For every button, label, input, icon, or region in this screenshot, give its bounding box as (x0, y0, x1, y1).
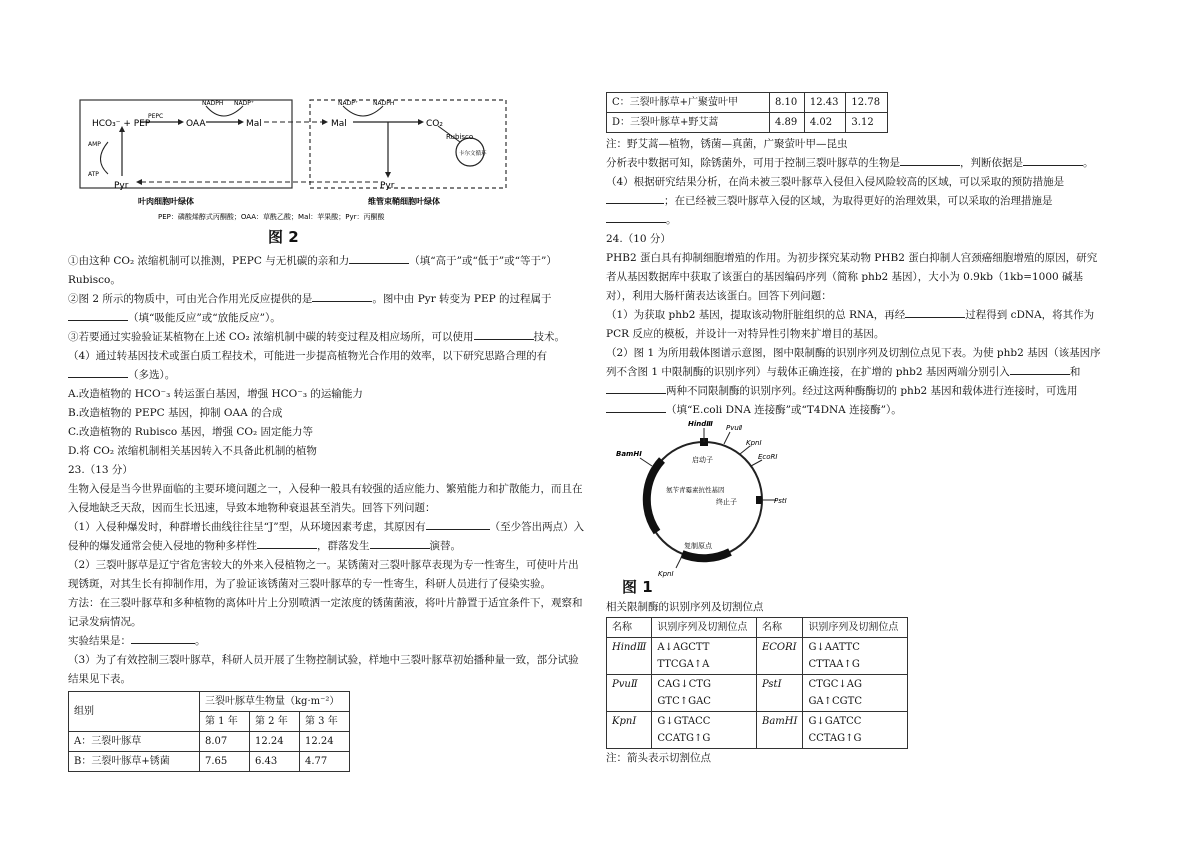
table-header: 第 3 年 (299, 712, 349, 732)
diagram-label: AMP (88, 141, 101, 148)
answer-blank[interactable] (606, 401, 666, 413)
answer-blank[interactable] (1023, 154, 1083, 166)
answer-blank[interactable] (312, 290, 372, 302)
paragraph: PHB2 蛋白具有抑制细胞增殖的作用。为初步探究某动物 PHB2 蛋白抑制人宫颈癌细胞增殖的原因，研究者从基因数据库中获取了该蛋白的基因编码序列（简称 phb2 基因），大小为 0.9kb（1kb=1000 碱基对），利用大肠杆菌表达该蛋白。回答下列问题： (606, 252, 1098, 302)
question-text: （4）根据研究结果分析，在尚未被三裂叶豚草入侵但入侵风险较高的区域，可以采取的预防措施是；在已经被三裂叶豚草入侵的区域，为取得更好的治理效果，可以采取的治理措施是。 (606, 176, 1065, 226)
option-d: D.将 CO₂ 浓缩机制相关基因转入不具备此机制的植物 (68, 445, 317, 457)
site-label: BamHⅠ (616, 450, 642, 458)
diagram-label: Mal (246, 119, 262, 129)
answer-blank[interactable] (606, 382, 666, 394)
figure-1 (612, 420, 812, 598)
diagram-label: Mal (331, 119, 347, 129)
table-row: C：三裂叶豚草+广聚萤叶甲 8.10 12.43 12.78 (607, 93, 888, 113)
question-text: 分析表中数据可知，除锈菌外，可用于控制三裂叶豚草的生物是 ，判断依据是 。 (606, 154, 1106, 173)
answer-blank[interactable] (905, 306, 965, 318)
table-row: B：三裂叶豚草+锈菌 7.65 6.43 4.77 (69, 752, 350, 772)
question-number: 23.（13 分） (68, 464, 133, 476)
answer-blank[interactable] (426, 518, 490, 530)
paragraph: （3）为了有效控制三裂叶豚草，科研人员开展了生物控制试验，样地中三裂叶豚草初始播种量一致，部分试验结果见下表。 (68, 654, 579, 685)
region-label: 复制原点 (684, 542, 712, 550)
figure-1-title: 图 1 (622, 578, 653, 596)
diagram-label: NADP⁺ (338, 100, 358, 107)
plasmid-map (612, 420, 812, 580)
diagram-label: OAA (186, 119, 206, 129)
question-text: 实验结果是： 。 (68, 632, 588, 651)
question-number: 24.（10 分） (606, 233, 671, 245)
diagram-label: ATP (88, 171, 99, 178)
site-label: PstⅠ (774, 497, 787, 505)
table-header: 识别序列及切割位点 (652, 618, 757, 638)
answer-blank[interactable] (1010, 363, 1070, 375)
diagram-legend: PEP：磷酸烯醇式丙酮酸；OAA：草酰乙酸；Mal：苹果酸；Pyr：丙酮酸 (158, 213, 385, 221)
region-label: 启动子 (692, 456, 713, 464)
table-row: D：三裂叶豚草+野艾蒿 4.89 4.02 3.12 (607, 113, 888, 133)
question-text: （填“吸能反应”或“放能反应”）。 (68, 309, 588, 328)
answer-blank[interactable] (257, 537, 317, 549)
site-label: PvuⅡ (726, 424, 743, 432)
site-label: KpnⅠ (658, 570, 674, 578)
region-label: 终止子 (716, 498, 737, 506)
diagram-label: Rubisco (446, 133, 474, 141)
answer-blank[interactable] (370, 537, 430, 549)
diagram-label: 维管束鞘细胞叶绿体 (368, 197, 440, 206)
answer-blank[interactable] (900, 154, 960, 166)
diagram-label: PEPC (148, 113, 164, 120)
table-row: PvuⅡ CAG↓CTG GTC↑GAC PstⅠ CTGC↓AG GA↑CGTC (607, 675, 908, 712)
answer-blank[interactable] (68, 309, 128, 321)
site-label: HindⅢ (688, 420, 713, 428)
table-row: KpnⅠ G↓GTACC CCATG↑G BamHⅠ G↓GATCC CCTAG↑G (607, 712, 908, 749)
diagram-label: Pyr (380, 181, 395, 191)
option-c: C.改造植物的 Rubisco 基因，增强 CO₂ 固定能力等 (68, 426, 314, 438)
answer-blank[interactable] (474, 328, 534, 340)
table-header: 名称 (607, 618, 652, 638)
table-header: 组别 (69, 692, 200, 732)
answer-blank[interactable] (131, 632, 195, 644)
table-caption: 相关限制酶的识别序列及切割位点 (606, 601, 764, 613)
diagram-label: HCO₃⁻ + PEP (92, 119, 151, 129)
right-column (606, 92, 1106, 768)
answer-blank[interactable] (606, 192, 664, 204)
question-text: （1）入侵种爆发时，种群增长曲线往往呈“J”型，从环境因素考虑，其原因有 （至少答出两点）入侵种的爆发通常会使入侵地的物种多样性 ，群落发生 演替。 (68, 518, 588, 556)
left-column (68, 92, 588, 772)
figure-2-title: 图 2 (268, 228, 299, 246)
question-text: ②图 2 所示的物质中，可由光合作用光反应提供的是 。图中由 Pyr 转变为 PEP 的过程属于 (68, 290, 588, 309)
paragraph: （2）三裂叶豚草是辽宁省危害较大的外来入侵植物之一。某锈菌对三裂叶豚草表现为专一性寄生，可使叶片出现锈斑，对其生长有抑制作用，为了验证该锈菌对三裂叶豚草的专一性寄生，科研人员进行了侵染实验。 (68, 559, 579, 590)
table-header: 名称 (756, 618, 802, 638)
site-label: KpnⅠ (746, 439, 762, 447)
table-row: A：三裂叶豚草 8.07 12.24 12.24 (69, 732, 350, 752)
table-header: 识别序列及切割位点 (803, 618, 908, 638)
question-text: （4）通过转基因技术或蛋白质工程技术，可能进一步提高植物光合作用的效率，以下研究思路合理的有 （多选）。 (68, 350, 548, 381)
c4-pathway-diagram (78, 92, 548, 222)
region-label: 氨苄青霉素抗性基因 (666, 486, 725, 494)
option-a: A.改造植物的 HCO⁻₃ 转运蛋白基因，增强 HCO⁻₃ 的运输能力 (68, 388, 363, 400)
table-header: 三裂叶豚草生物量（kg·m⁻²） (200, 692, 350, 712)
site-label: EcoRⅠ (758, 453, 778, 461)
paragraph: 方法：在三裂叶豚草和多种植物的离体叶片上分别喷洒一定浓度的锈菌菌液，将叶片静置于适宜条件下，观察和记录发病情况。 (68, 597, 583, 628)
diagram-label: NADPH (202, 100, 224, 107)
biomass-table-continued (606, 92, 888, 133)
table-header: 第 2 年 (249, 712, 299, 732)
question-text: ③若要通过实验验证某植物在上述 CO₂ 浓缩机制中碳的转变过程及相应场所，可以使用 技术。 (68, 328, 588, 347)
diagram-label: CO₂ (426, 119, 443, 129)
table-row: HindⅢ A↓AGCTT TTCGA↑A ECORⅠ G↓AATTC CTTAA↑G (607, 638, 908, 675)
question-text: ①由这种 CO₂ 浓缩机制可以推测，PEPC 与无机碳的亲和力 （填“高于”或“低于”或“等于”）Rubisco。 (68, 252, 588, 290)
diagram-label: 卡尔文循环 (459, 151, 487, 157)
table-note: 注：野艾蒿—植物，锈菌—真菌，广聚萤叶甲—昆虫 (606, 138, 848, 150)
table-note: 注：箭头表示切割位点 (606, 752, 711, 764)
diagram-label: NADP⁺ (234, 100, 254, 107)
table-header: 第 1 年 (200, 712, 250, 732)
diagram-label: 叶肉细胞叶绿体 (138, 197, 194, 206)
diagram-label: NADPH (373, 100, 395, 107)
option-b: B.改造植物的 PEPC 基因，抑制 OAA 的合成 (68, 407, 283, 419)
answer-blank[interactable] (606, 211, 666, 223)
question-text: （1）为获取 phb2 基因，提取该动物肝脏组织的总 RNA，再经 过程得到 cDNA，将其作为 PCR 反应的模板，并设计一对特异性引物来扩增目的基因。 (606, 306, 1106, 344)
diagram-label: Pyr (114, 181, 129, 191)
answer-blank[interactable] (68, 366, 128, 378)
biomass-table (68, 691, 350, 772)
answer-blank[interactable] (349, 252, 409, 264)
question-text: （2）图 1 为所用载体图谱示意图，图中限制酶的识别序列及切割位点见下表。为使 phb2 基因（该基因序列不含图 1 中限制酶的识别序列）与载体正确连接，在扩增的 phb2 基因两端分别引入 和两种不同限制酶的识别序列。经过这两种酶酶切的 phb2 基因和载体进行连接时，可选用（填“E.coli DNA 连接酶”或“T4DNA 连接酶”）。 (606, 347, 1101, 416)
paragraph: 生物入侵是当今世界面临的主要环境问题之一，入侵种一般具有较强的适应能力、繁殖能力和扩散能力，而且在入侵地缺乏天敌，因而生长迅速，导致本地物种衰退甚至消失。回答下列问题： (68, 483, 583, 514)
restriction-enzyme-table (606, 617, 908, 749)
figure-2 (78, 92, 548, 252)
